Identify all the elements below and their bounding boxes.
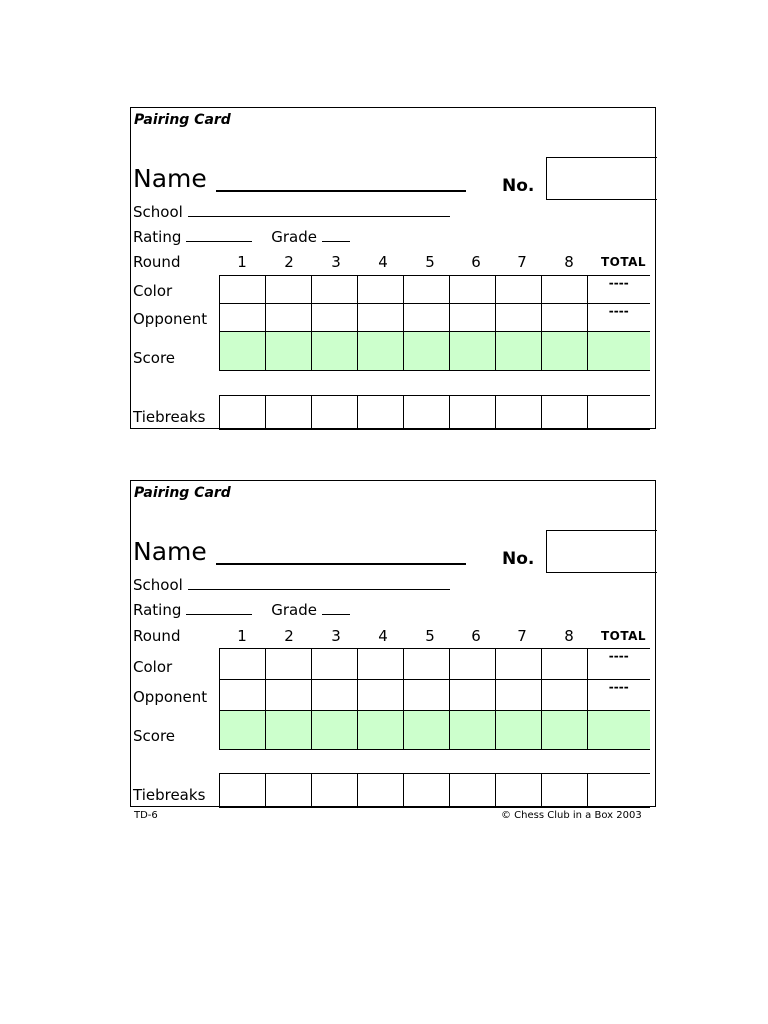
results-grid	[219, 648, 650, 750]
tiebreak-cell[interactable]	[358, 396, 404, 430]
opponent-row	[220, 304, 650, 332]
round-number: 4	[378, 253, 388, 271]
opponent-cell[interactable]	[312, 680, 358, 711]
color-label: Color	[133, 658, 173, 676]
score-cell[interactable]	[496, 711, 542, 750]
grade-field[interactable]	[322, 602, 350, 615]
score-cell[interactable]	[266, 332, 312, 371]
score-cell[interactable]	[312, 711, 358, 750]
tiebreak-cell[interactable]	[220, 396, 266, 430]
tiebreak-cell[interactable]	[450, 396, 496, 430]
color-cell[interactable]	[450, 649, 496, 680]
round-number: 7	[517, 627, 527, 645]
round-number: 3	[331, 253, 341, 271]
rating-field[interactable]	[186, 229, 252, 242]
school-field[interactable]	[188, 577, 450, 590]
card-title: Pairing Card	[134, 112, 231, 128]
rating-label: Rating	[133, 601, 182, 619]
score-label: Score	[133, 727, 176, 745]
round-label: Round	[133, 253, 181, 271]
tiebreaks-label: Tiebreaks	[133, 408, 206, 426]
tiebreaks-grid	[219, 773, 650, 808]
color-cell[interactable]	[496, 649, 542, 680]
color-cell[interactable]	[542, 649, 588, 680]
opponent-cell[interactable]	[542, 304, 588, 332]
score-cell[interactable]	[266, 711, 312, 750]
score-cell[interactable]	[404, 332, 450, 371]
opponent-cell[interactable]	[496, 680, 542, 711]
score-cell[interactable]	[358, 332, 404, 371]
round-number: 6	[471, 253, 481, 271]
score-cell[interactable]	[542, 332, 588, 371]
round-number: 1	[237, 627, 247, 645]
round-number: 8	[564, 627, 574, 645]
opponent-label: Opponent	[133, 310, 208, 328]
opponent-cell[interactable]	[266, 304, 312, 332]
round-number: 2	[284, 627, 294, 645]
color-cell[interactable]	[358, 649, 404, 680]
tiebreak-cell[interactable]	[542, 396, 588, 430]
number-box[interactable]	[546, 530, 657, 573]
rating-grade-row	[133, 228, 350, 246]
grade-label: Grade	[271, 601, 317, 619]
opponent-cell[interactable]	[220, 680, 266, 711]
score-row	[220, 711, 650, 750]
opponent-cell[interactable]	[358, 680, 404, 711]
score-cell[interactable]	[358, 711, 404, 750]
color-cell[interactable]	[542, 276, 588, 304]
tiebreak-total-cell[interactable]	[588, 774, 650, 808]
tiebreaks-grid	[219, 395, 650, 430]
score-row	[220, 332, 650, 371]
score-cell[interactable]	[404, 711, 450, 750]
round-number: 7	[517, 253, 527, 271]
color-cell[interactable]	[220, 649, 266, 680]
school-label: School	[133, 576, 183, 594]
round-number: 6	[471, 627, 481, 645]
color-total-dash: ----	[588, 276, 650, 304]
color-cell[interactable]	[496, 276, 542, 304]
round-label: Round	[133, 627, 181, 645]
opponent-cell[interactable]	[358, 304, 404, 332]
school-label: School	[133, 203, 183, 221]
opponent-total-dash: ----	[588, 304, 650, 332]
school-row	[133, 203, 450, 221]
color-cell[interactable]	[450, 276, 496, 304]
total-header: TOTAL	[601, 629, 647, 643]
color-cell[interactable]	[266, 649, 312, 680]
round-number: 5	[425, 627, 435, 645]
grade-field[interactable]	[322, 229, 350, 242]
name-field[interactable]	[216, 190, 466, 192]
opponent-cell[interactable]	[496, 304, 542, 332]
color-cell[interactable]	[220, 276, 266, 304]
card-title: Pairing Card	[134, 485, 231, 501]
pairing-card-1	[130, 107, 656, 429]
color-label: Color	[133, 282, 173, 300]
rating-grade-row	[133, 601, 350, 619]
color-cell[interactable]	[312, 276, 358, 304]
number-label: No.	[502, 549, 535, 569]
opponent-cell[interactable]	[312, 304, 358, 332]
number-box[interactable]	[546, 157, 657, 200]
name-label: Name	[133, 537, 207, 566]
opponent-cell[interactable]	[266, 680, 312, 711]
tiebreak-cell[interactable]	[358, 774, 404, 808]
tiebreaks-row	[220, 774, 650, 808]
name-label: Name	[133, 164, 207, 193]
score-cell[interactable]	[496, 332, 542, 371]
opponent-cell[interactable]	[542, 680, 588, 711]
score-cell[interactable]	[542, 711, 588, 750]
color-cell[interactable]	[404, 276, 450, 304]
round-number: 8	[564, 253, 574, 271]
tiebreak-cell[interactable]	[496, 774, 542, 808]
opponent-cell[interactable]	[450, 304, 496, 332]
tiebreak-cell[interactable]	[404, 774, 450, 808]
footer-code: TD-6	[134, 810, 158, 821]
round-number: 5	[425, 253, 435, 271]
number-label: No.	[502, 176, 535, 196]
opponent-cell[interactable]	[220, 304, 266, 332]
total-header: TOTAL	[601, 255, 647, 269]
score-cell[interactable]	[220, 711, 266, 750]
name-field[interactable]	[216, 563, 466, 565]
color-row	[220, 276, 650, 304]
round-number: 1	[237, 253, 247, 271]
color-cell[interactable]	[404, 649, 450, 680]
rating-field[interactable]	[186, 602, 252, 615]
opponent-cell[interactable]	[450, 680, 496, 711]
round-number: 4	[378, 627, 388, 645]
tiebreak-cell[interactable]	[312, 774, 358, 808]
tiebreak-cell[interactable]	[450, 774, 496, 808]
tiebreak-cell[interactable]	[266, 774, 312, 808]
score-cell[interactable]	[450, 711, 496, 750]
tiebreak-total-cell[interactable]	[588, 396, 650, 430]
opponent-total-dash: ----	[588, 680, 650, 711]
footer-copyright: © Chess Club in a Box 2003	[501, 810, 642, 821]
opponent-cell[interactable]	[404, 680, 450, 711]
color-cell[interactable]	[312, 649, 358, 680]
rating-label: Rating	[133, 228, 182, 246]
color-row	[220, 649, 650, 680]
score-label: Score	[133, 349, 176, 367]
results-grid	[219, 275, 650, 371]
round-number: 2	[284, 253, 294, 271]
round-number: 3	[331, 627, 341, 645]
tiebreak-cell[interactable]	[220, 774, 266, 808]
color-total-dash: ----	[588, 649, 650, 680]
tiebreak-cell[interactable]	[266, 396, 312, 430]
tiebreak-cell[interactable]	[542, 774, 588, 808]
school-row	[133, 576, 450, 594]
color-cell[interactable]	[358, 276, 404, 304]
tiebreak-cell[interactable]	[312, 396, 358, 430]
school-field[interactable]	[188, 204, 450, 217]
grade-label: Grade	[271, 228, 317, 246]
score-total-cell[interactable]	[588, 711, 650, 750]
score-cell[interactable]	[312, 332, 358, 371]
score-cell[interactable]	[450, 332, 496, 371]
tiebreak-cell[interactable]	[496, 396, 542, 430]
color-cell[interactable]	[266, 276, 312, 304]
opponent-row	[220, 680, 650, 711]
tiebreaks-row	[220, 396, 650, 430]
opponent-label: Opponent	[133, 688, 208, 706]
score-cell[interactable]	[220, 332, 266, 371]
opponent-cell[interactable]	[404, 304, 450, 332]
tiebreaks-label: Tiebreaks	[133, 786, 206, 804]
score-total-cell[interactable]	[588, 332, 650, 371]
pairing-card-2	[130, 480, 656, 807]
tiebreak-cell[interactable]	[404, 396, 450, 430]
